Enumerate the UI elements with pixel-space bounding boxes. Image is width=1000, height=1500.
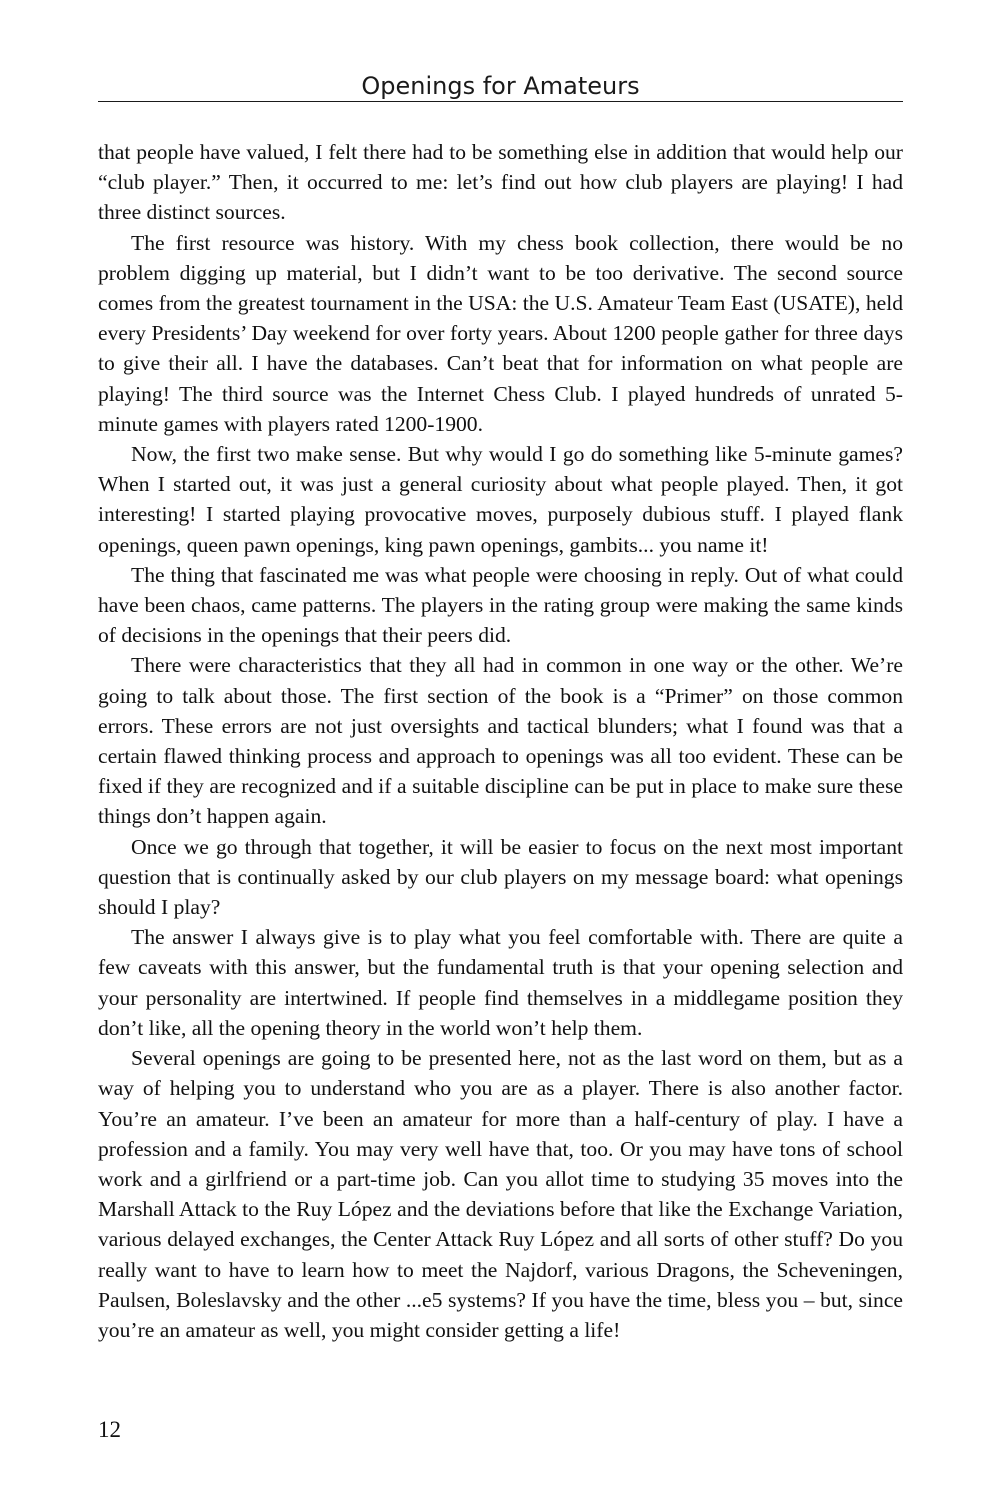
paragraph: The thing that fascinated me was what people were choosing in reply. Out of what could have been chaos, came patterns. The players in the rating group were making the same kinds of decisions in the openings that their peers did. xyxy=(98,562,903,648)
body-text xyxy=(98,137,903,1345)
paragraph: The first resource was history. With my chess book collection, there would be no problem digging up material, but I didn’t want to be too derivative. The second source comes from the greatest tournament in the USA: the U.S. Amateur Team East (USATE), held every Presidents’ Day weekend for over forty years. About 1200 people gather for three days to give their all. I have the databases. Can’t beat that for information on what people are playing! The third source was the Internet Chess Club. I played hundreds of unrated 5-minute games with players rated 1200-1900. xyxy=(98,230,903,436)
paragraph: that people have valued, I felt there had to be something else in addition that would help our “club player.” Then, it occurred to me: let’s find out how club players are playing! I had three distinct sources. xyxy=(98,140,903,225)
page-number: 12 xyxy=(98,1417,121,1442)
paragraph: Now, the first two make sense. But why would I go do something like 5-minute games? When I started out, it was just a general curiosity about what people played. Then, it got interesting! I started playing provocative moves, purposely dubious stuff. I played flank openings, queen pawn openings, king pawn openings, gambits... you name it! xyxy=(98,442,903,557)
running-head: Openings for Amateurs xyxy=(361,72,640,100)
header-rule xyxy=(98,101,903,102)
paragraph: The answer I always give is to play what you feel comfortable with. There are quite a few caveats with this answer, but the fundamental truth is that your opening selection and your personality are intertwined. If people find themselves in a middlegame position they don’t like, all the opening theory in the world won’t help them. xyxy=(98,925,903,1040)
paragraph: Several openings are going to be presented here, not as the last word on them, but as a way of helping you to understand who you are as a player. There is also another factor. You’re an amateur. I’ve been an amateur for more than a half-century of play. I have a profession and a family. You may very well have that, too. Or you may have tons of school work and a girlfriend or a part-time job. Can you allot time to studying 35 moves into the Marshall Attack to the Ruy López and the deviations before that like the Exchange Variation, various delayed exchanges, the Center Attack Ruy López and all sorts of other stuff? Do you really want to have to learn how to meet the Najdorf, various Dragons, the Scheveningen, Paulsen, Boleslavsky and the other ...e5 systems? If you have the time, bless you – but, since you’re an amateur as well, you might consider getting a life! xyxy=(98,1046,903,1342)
paragraph: There were characteristics that they all had in common in one way or the other. We’re going to talk about those. The first section of the book is a “Primer” on those common errors. These errors are not just oversights and tactical blunders; what I found was that a certain flawed thinking process and approach to openings was all too evident. These can be fixed if they are recognized and if a suitable discipline can be put in place to make sure these things don’t happen again. xyxy=(98,653,903,829)
paragraph: Once we go through that together, it will be easier to focus on the next most important question that is continually asked by our club players on my message board: what openings should I play? xyxy=(98,834,903,920)
